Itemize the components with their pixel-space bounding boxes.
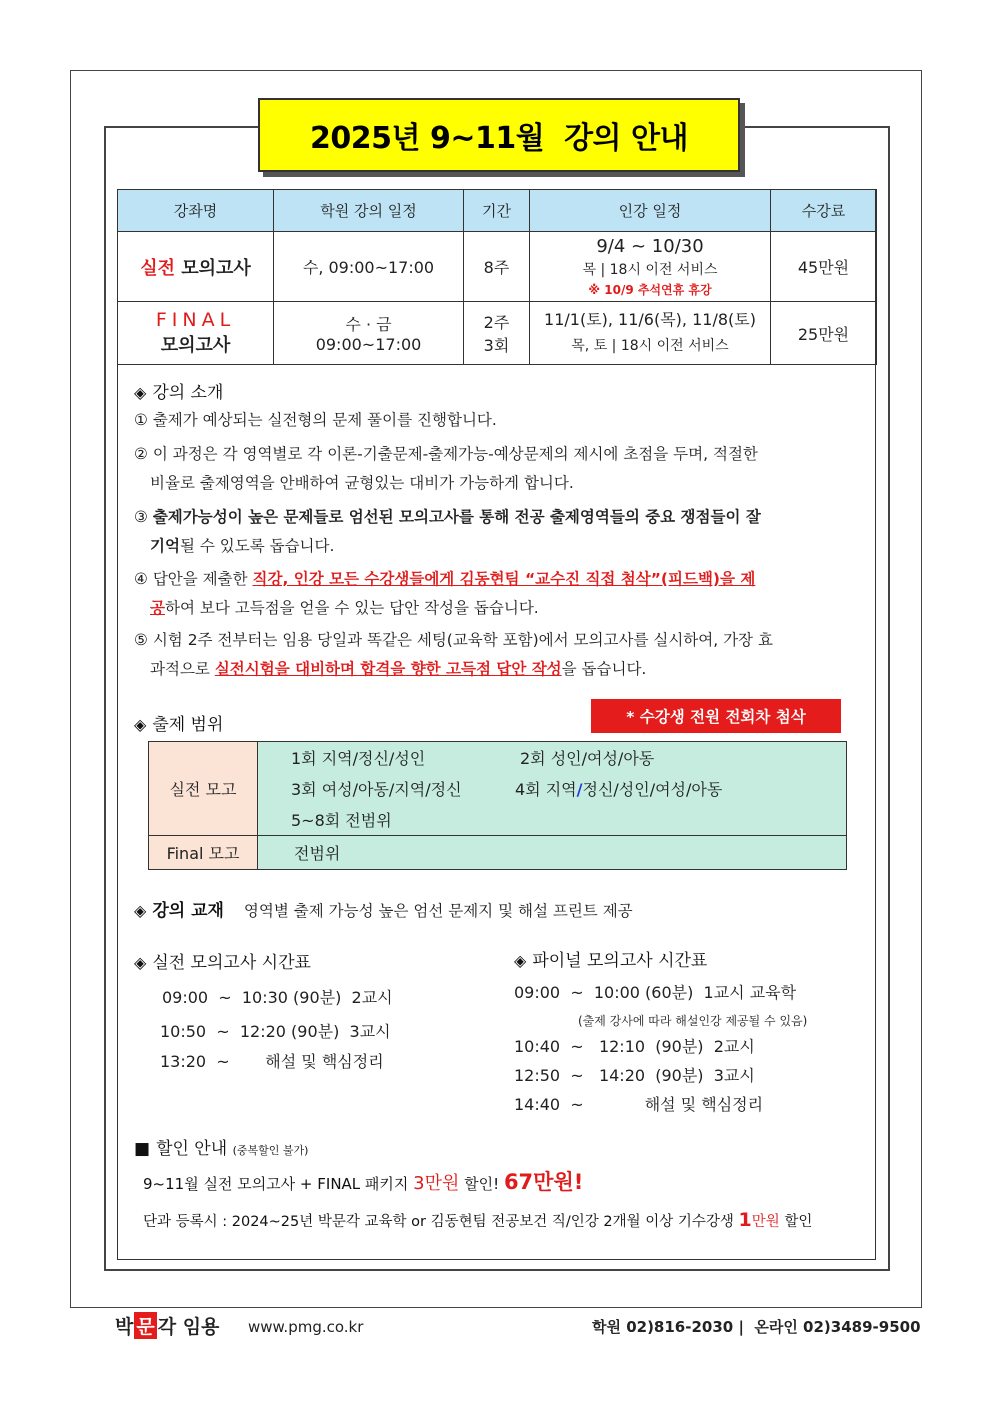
header-online-schedule: 인강 일정 [530,190,771,232]
scope-round-1: 1회 지역/정신/성인 [291,749,426,768]
scope-round-3: 3회 여성/아동/지역/정신 [291,780,462,799]
intro-item-5: ⑤ 시험 2주 전부터는 임용 당일과 똑같은 세팅(교육학 포함)에서 모의고사를 실시하여, 가장 효 과적으로 실전시험을 대비하며 합격을 향한 고득점 답안 작성을 돕습니다. [134,631,773,678]
course-name: FINAL 모의고사 [118,302,274,365]
scope-heading: ◈ 출제 범위 [134,715,224,735]
discount-heading: ■ 할인 안내 (중복할인 불가) [134,1139,309,1159]
header-course-name: 강좌명 [118,190,274,232]
final-schedule-note: (출제 강사에 따라 해설인강 제공될 수 있음) [578,1014,808,1028]
diamond-icon: ◈ [514,951,527,970]
header-period: 기간 [464,190,530,232]
final-schedule-line: 12:50 ~ 14:20 (90분) 3교시 [514,1066,755,1085]
intro-heading: ◈ 강의 소개 [134,383,224,403]
scope-round-5-8: 5~8회 전범위 [291,811,392,830]
pmg-logo: 박 문 각 임용 [115,1312,219,1339]
scope-round-2: 2회 성인/여성/아동 [520,749,655,768]
table-row [149,836,847,870]
diamond-icon: ◈ [134,715,147,734]
diamond-icon: ◈ [134,383,147,402]
real-schedule-line: 13:20 ~ 해설 및 핵심정리 [160,1052,384,1071]
final-mock-scope: 전범위 [258,836,847,870]
final-schedule-line: 14:40 ~ 해설 및 핵심정리 [514,1095,764,1114]
diamond-icon: ◈ [134,901,147,920]
academy-schedule: 수, 09:00~17:00 [274,232,464,302]
square-icon: ■ [134,1139,151,1159]
scope-round-4: 4회 지역/정신/성인/여성/아동 [515,780,723,799]
real-mock-label: 실전 모고 [149,742,258,836]
fee: 45만원 [771,232,877,302]
intro-item-2: ② 이 과정은 각 영역별로 각 이론-기출문제-출제가능-예상문제의 제시에 초점을 두며, 적절한 비율로 출제영역을 안배하여 균형있는 대비가 가능하게 합니다. [134,445,758,492]
intro-item-3: ③ 출제가능성이 높은 문제들로 엄선된 모의고사를 통해 전공 출제영역들의 중요 쟁점들이 잘 기억될 수 있도록 돕습니다. [134,508,761,555]
final-schedule-line: 09:00 ~ 10:00 (60분) 1교시 교육학 [514,983,797,1002]
package-discount: 9~11월 실전 모의고사 + FINAL 패키지 3만원 할인! 67만원! [143,1170,584,1194]
textbook-section: ◈ 강의 교재 영역별 출제 가능성 높은 엄선 문제지 및 해설 프린트 제공 [134,901,633,921]
diamond-icon: ◈ [134,953,147,972]
final-schedule-line: 10:40 ~ 12:10 (90분) 2교시 [514,1037,755,1056]
final-mock-label: Final 모고 [149,836,258,870]
real-schedule-line: 09:00 ~ 10:30 (90분) 2교시 [162,988,393,1007]
real-schedule-line: 10:50 ~ 12:20 (90분) 3교시 [160,1022,391,1041]
period: 2주 3회 [464,302,530,365]
academy-schedule: 수 · 금 09:00~17:00 [274,302,464,365]
period: 8주 [464,232,530,302]
course-name: 실전 모의고사 [118,232,274,302]
online-schedule: 11/1(토), 11/6(목), 11/8(토) 목, 토 | 18시 이전 서비스 [530,302,771,365]
final-schedule-heading: ◈ 파이널 모의고사 시간표 [514,951,708,971]
website-link[interactable]: www.pmg.co.kr [248,1318,364,1336]
table-row [149,742,847,836]
fee: 25만원 [771,302,877,365]
contact-phones: 학원 02)816-2030 | 온라인 02)3489-9500 [592,1318,921,1336]
single-course-discount: 단과 등록시 : 2024~25년 박문각 교육학 or 김동현팀 전공보건 직/인강 2개월 이상 기수강생 1만원 할인 [143,1209,813,1231]
feedback-badge: * 수강생 전원 전회차 첨삭 [591,699,841,733]
header-fee: 수강료 [771,190,877,232]
scope-table [148,741,847,870]
real-schedule-heading: ◈ 실전 모의고사 시간표 [134,953,311,973]
intro-item-1: ① 출제가 예상되는 실전형의 문제 풀이를 진행합니다. [134,411,497,429]
title-banner [258,98,740,172]
header-academy-schedule: 학원 강의 일정 [274,190,464,232]
page-title: 2025년 9~11월 강의 안내 [310,121,688,156]
online-schedule: 9/4 ~ 10/30 목 | 18시 이전 서비스 ※ 10/9 추석연휴 휴강 [530,232,771,302]
intro-item-4: ④ 답안을 제출한 직강, 인강 모든 수강생들에게 김동현팀 “교수진 직접 첨삭”(피드백)을 제 공하여 보다 고득점을 얻을 수 있는 답안 작성을 돕습니다. [134,570,756,617]
real-mock-scope [258,742,847,836]
